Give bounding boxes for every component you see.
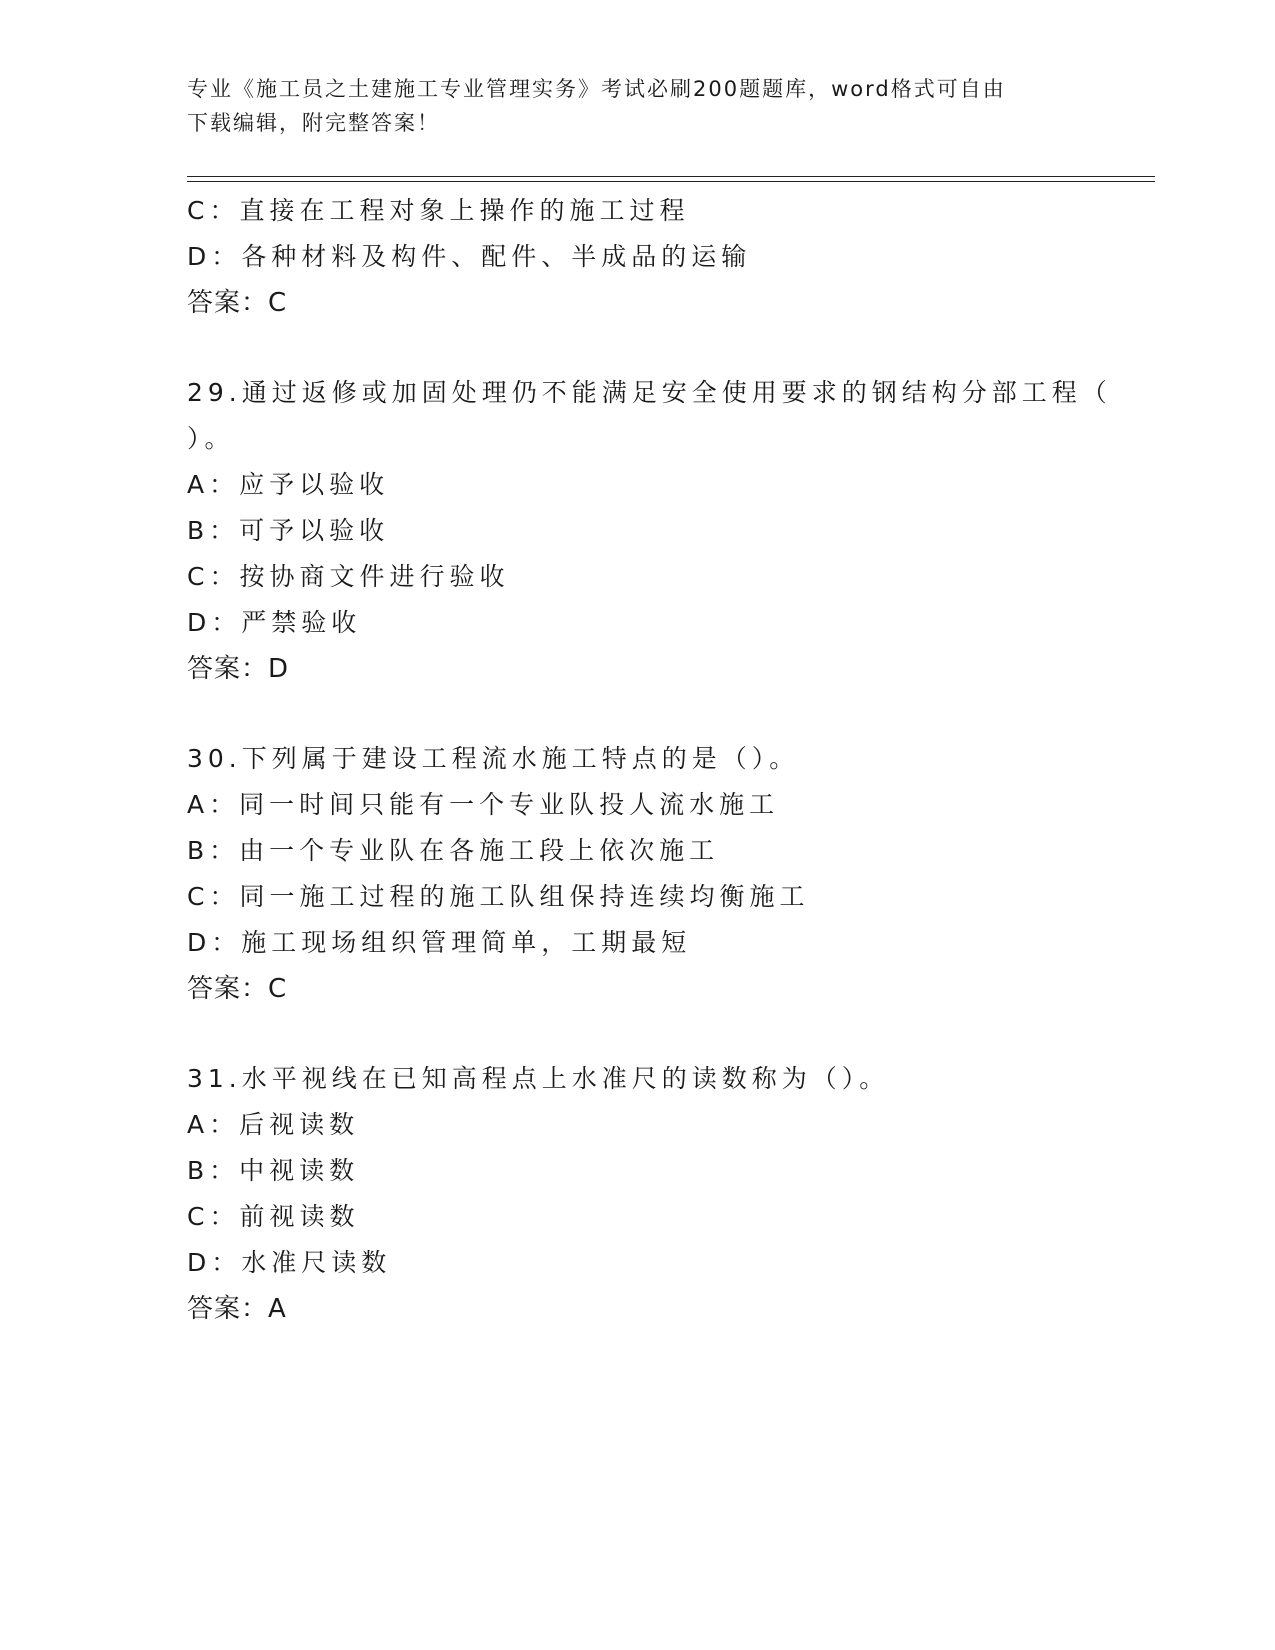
option-b: B：由一个专业队在各施工段上依次施工 <box>187 836 720 865</box>
option-a: A：同一时间只能有一个专业队投人流水施工 <box>187 790 780 819</box>
option-a: A：后视读数 <box>187 1110 360 1139</box>
option-c: C：按协商文件进行验收 <box>187 562 510 591</box>
answer-line: 答案：D <box>187 654 290 684</box>
option-c: C：前视读数 <box>187 1202 360 1231</box>
question-29 <box>187 370 1112 692</box>
question-stem-continued: ）。 <box>187 424 235 453</box>
header-line-1: 专业《施工员之土建施工专业管理实务》考试必刷200题题库，word格式可自由 <box>187 77 1006 101</box>
question-stem: 31.水平视线在已知高程点上水准尺的读数称为（）。 <box>187 1064 890 1093</box>
document-header <box>187 72 1087 140</box>
option-c: C：直接在工程对象上操作的施工过程 <box>187 196 690 225</box>
spacer <box>187 692 1087 736</box>
option-c: C：同一施工过程的施工队组保持连续均衡施工 <box>187 882 810 911</box>
spacer <box>187 326 1087 370</box>
answer-line: 答案：C <box>187 974 288 1004</box>
answer-line: 答案：A <box>187 1294 287 1324</box>
option-a: A：应予以验收 <box>187 470 390 499</box>
option-b: B：可予以验收 <box>187 516 390 545</box>
option-d: D：水准尺读数 <box>187 1248 392 1277</box>
answer-line: 答案：C <box>187 288 288 318</box>
option-d: D：各种材料及构件、配件、半成品的运输 <box>187 242 752 271</box>
option-d: D：严禁验收 <box>187 608 362 637</box>
question-list <box>187 188 1112 1332</box>
spacer <box>187 1012 1087 1056</box>
question-30 <box>187 736 1087 1012</box>
option-d: D：施工现场组织管理简单，工期最短 <box>187 928 692 957</box>
question-stem: 29.通过返修或加固处理仍不能满足安全使用要求的钢结构分部工程（ <box>187 378 1112 407</box>
option-b: B：中视读数 <box>187 1156 360 1185</box>
header-divider-top <box>187 176 1155 177</box>
question-28-continued <box>187 188 1087 326</box>
header-line-2: 下载编辑，附完整答案！ <box>187 111 440 135</box>
question-31 <box>187 1056 1087 1332</box>
header-divider-bottom <box>187 181 1155 182</box>
question-stem: 30.下列属于建设工程流水施工特点的是（）。 <box>187 744 800 773</box>
